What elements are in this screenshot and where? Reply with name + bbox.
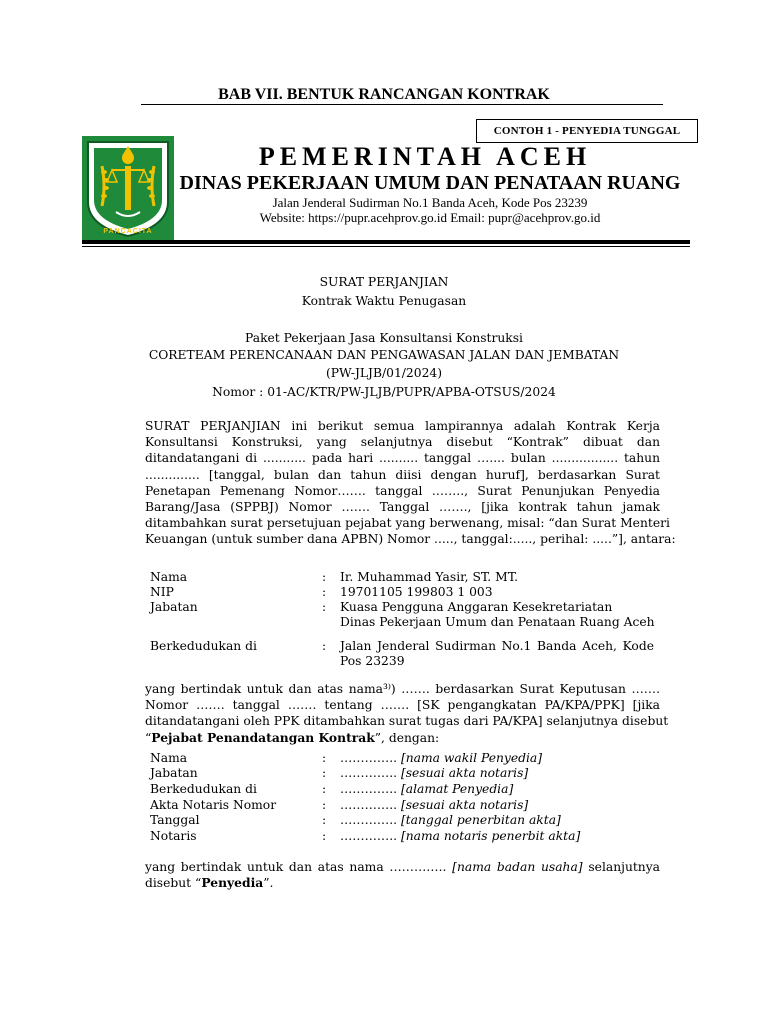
provider-field-value	[340, 829, 580, 845]
paragraph-line: SURAT PERJANJIAN ini berikut semua lampirannya adalah Kontrak Kerja	[145, 419, 660, 433]
paragraph-line: .............. [tanggal, bulan dan tahun diisi dengan huruf], berdasarkan Surat	[145, 467, 660, 482]
provider-field-value	[340, 813, 561, 829]
logo-caption: PANCACITA	[103, 228, 153, 235]
example-badge: CONTOH 1 - PENYEDIA TUNGGAL	[476, 119, 698, 143]
official-position-value: Kuasa Pengguna Anggaran Kesekretariatan	[340, 600, 613, 614]
closing-text: yang bertindak untuk dan atas nama …………..	[145, 860, 447, 874]
official-nip-value: 19701105 199803 1 003	[340, 585, 493, 599]
provider-field-label: Berkedudukan di	[150, 782, 257, 796]
package-type: Paket Pekerjaan Jasa Konsultansi Konstruksi	[245, 331, 523, 345]
closing-text: disebut “	[145, 876, 202, 891]
paragraph-line: Penetapan Pemenang Nomor……. tanggal …….., Surat Penunjukan Penyedia	[145, 483, 660, 498]
office-website: Website: https://pupr.acehprov.go.id Email: pupr@acehprov.go.id	[259, 210, 601, 225]
provider-field-value	[340, 766, 528, 782]
contract-signing-official-term: Pejabat Penandatangan Kontrak	[151, 729, 375, 745]
entity-name-hint: [nama badan usaha]	[452, 860, 583, 874]
paragraph-line: Konsultansi Konstruksi, yang selanjutnya disebut “Kontrak” dibuat dan	[145, 435, 660, 450]
provider-field-value	[340, 782, 513, 798]
official-domicile-value-cont: Pos 23239	[340, 654, 405, 668]
provider-field-label: Notaris	[150, 829, 197, 843]
closing-text-end: ”.	[263, 876, 274, 891]
provider-field-hint: [nama notaris penerbit akta]	[400, 829, 581, 843]
contract-number: Nomor : 01-AC/KTR/PW-JLJB/PUPR/APBA-OTSUS/2024	[212, 385, 556, 399]
paragraph-line: Nomor ……. tanggal ……. tentang ……. [SK pengangkatan PA/KPA/PPK] [jika	[145, 698, 660, 713]
colon: :	[322, 639, 327, 653]
quote-close: ”, dengan:	[374, 730, 440, 745]
closing-paragraph	[145, 859, 660, 891]
provider-term: Penyedia	[201, 875, 264, 891]
provider-field-value	[340, 798, 528, 814]
provider-field-label: Jabatan	[150, 766, 198, 780]
paragraph-line: ditambahkan surat persetujuan pejabat yang berwenang, misal: “dan Surat Menteri	[145, 516, 670, 531]
provider-field-label: Akta Notaris Nomor	[150, 798, 277, 812]
quote-open: “	[145, 730, 152, 745]
provider-field-hint: [tanggal penerbitan akta]	[400, 813, 561, 827]
placeholder-dots: …………..	[340, 782, 398, 796]
placeholder-dots: …………..	[340, 813, 398, 827]
provider-field-hint: [sesuai akta notaris]	[400, 798, 529, 812]
doc-subtitle: Kontrak Waktu Penugasan	[301, 294, 467, 308]
colon: :	[322, 570, 327, 584]
department-name: DINAS PEKERJAAN UMUM DAN PENATAAN RUANG	[179, 172, 681, 194]
colon: :	[322, 829, 327, 843]
doc-title: SURAT PERJANJIAN	[319, 275, 449, 289]
paragraph-line: yang bertindak untuk dan atas nama³⁾) ……. berdasarkan Surat Keputusan …….	[145, 682, 660, 696]
provider-field-label: Tanggal	[150, 813, 200, 827]
closing-text-end: selanjutnya	[588, 860, 661, 874]
colon: :	[322, 600, 327, 614]
colon: :	[322, 766, 327, 780]
package-name: CORETEAM PERENCANAAN DAN PENGAWASAN JALAN DAN JEMBATAN	[148, 348, 620, 362]
placeholder-dots: …………..	[340, 829, 398, 843]
chapter-rule	[141, 104, 663, 105]
provider-field-hint: [sesuai akta notaris]	[400, 766, 529, 780]
colon: :	[322, 782, 327, 796]
official-domicile-label: Berkedudukan di	[150, 639, 257, 653]
official-position-label: Jabatan	[150, 600, 198, 614]
letterhead-rule-thick	[82, 240, 690, 244]
official-nip-label: NIP	[150, 585, 174, 599]
official-name-label: Nama	[150, 570, 188, 584]
placeholder-dots: …………..	[340, 751, 398, 765]
colon: :	[322, 751, 327, 765]
government-name: PEMERINTAH ACEH	[258, 142, 592, 171]
official-name-value: Ir. Muhammad Yasir, ST. MT.	[340, 570, 519, 584]
letterhead-rule-thin	[82, 246, 690, 247]
colon: :	[322, 813, 327, 827]
paragraph-line: ditandatangani oleh PPK ditambahkan surat tugas dari PA/KPA] selanjutnya disebut	[145, 714, 669, 729]
intro-paragraph	[145, 418, 676, 548]
paragraph-line	[145, 730, 660, 746]
chapter-title: BAB VII. BENTUK RANCANGAN KONTRAK	[218, 86, 550, 103]
paragraph-line: Keuangan (untuk sumber dana APBN) Nomor ....., tanggal:....., perihal: .....”], antara:	[145, 532, 676, 547]
provider-field-hint: [alamat Penyedia]	[400, 782, 514, 796]
paragraph-line	[145, 875, 660, 891]
placeholder-dots: …………..	[340, 766, 398, 780]
official-position-value-cont: Dinas Pekerjaan Umum dan Penataan Ruang Aceh	[340, 615, 655, 629]
paragraph-line: ditandatangani di ........... pada hari .......... tanggal ….... bulan ................. tahun	[145, 451, 660, 466]
colon: :	[322, 798, 327, 812]
provider-field-label: Nama	[150, 751, 188, 765]
colon: :	[322, 585, 327, 599]
paragraph-line	[145, 859, 660, 875]
official-domicile-value: Jalan Jenderal Sudirman No.1 Banda Aceh, Kode	[340, 639, 654, 653]
acting-paragraph	[145, 681, 669, 746]
paragraph-line: Barang/Jasa (SPPBJ) Nomor ……. Tanggal ……., [jika kontrak tahun jamak	[145, 499, 660, 514]
office-address: Jalan Jenderal Sudirman No.1 Banda Aceh, Kode Pos 23239	[272, 195, 588, 210]
provider-field-value	[340, 751, 542, 767]
placeholder-dots: …………..	[340, 798, 398, 812]
package-code: (PW-JLJB/01/2024)	[325, 366, 443, 380]
provider-field-hint: [nama wakil Penyedia]	[400, 751, 543, 765]
